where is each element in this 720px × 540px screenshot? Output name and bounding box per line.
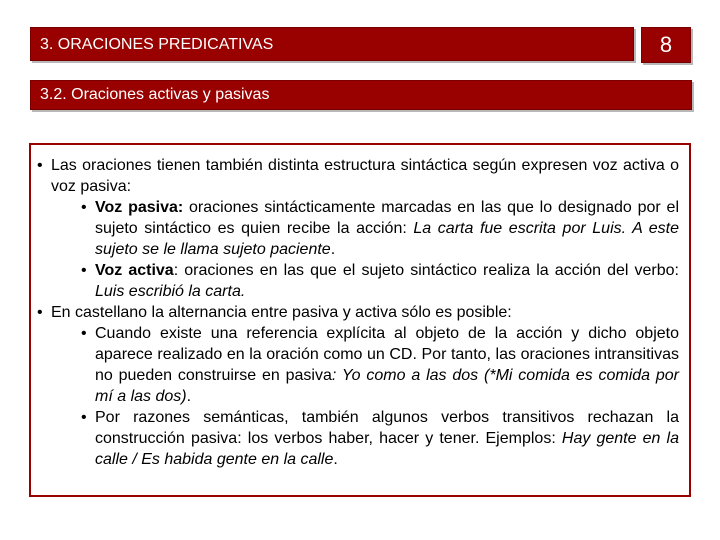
- section-title: 3.2. Oraciones activas y pasivas: [40, 86, 270, 103]
- bullet-icon: •: [37, 157, 43, 174]
- title-bar: [30, 27, 634, 61]
- bullet-icon: •: [81, 199, 87, 216]
- bullet-item-1b: [37, 260, 679, 302]
- term-label: Voz pasiva:: [95, 199, 184, 216]
- page-number: 8: [659, 32, 673, 57]
- bullet-text: Las oraciones tienen también distinta estructura sintáctica según expresen voz activa o voz pasiva:: [51, 157, 679, 195]
- bullet-icon: •: [81, 409, 87, 426]
- example-text: La carta fue escrita por Luis. A este sujeto se le llama sujeto paciente: [95, 220, 680, 258]
- end-punct: .: [333, 451, 338, 468]
- example-text: Luis escribió la carta.: [95, 283, 246, 300]
- subtitle-bar: [30, 80, 692, 110]
- content-box: [29, 143, 691, 497]
- bullet-item-2: [37, 302, 679, 323]
- end-punct: .: [330, 241, 336, 258]
- bullet-text: oraciones sintácticamente marcadas en las que lo designado por el sujeto sintáctico es quien recibe la acción:: [95, 199, 680, 237]
- bullet-icon: •: [81, 325, 87, 342]
- bullet-item-1a: [37, 197, 679, 260]
- term-label: Voz activa: [95, 262, 174, 279]
- bullet-text: Cuando existe una referencia explícita al objeto de la acción y dicho objeto aparece realizado en la oración como un CD. Por tanto, las oraciones intransitivas no pueden construirse en pasiva: [95, 325, 679, 384]
- end-punct: .: [186, 388, 192, 405]
- bullet-icon: •: [37, 304, 43, 321]
- bullet-text: Por razones semánticas, también algunos verbos transitivos rechazan la construcción pasiva: los verbos haber, hacer y tener. Ejemplos:: [95, 409, 679, 447]
- bullet-text: En castellano la alternancia entre pasiva y activa sólo es posible:: [51, 304, 512, 321]
- example-text: : Yo como a las dos (*Mi comida es comida por mí a las dos): [95, 367, 680, 405]
- bullet-item-2a: [37, 323, 679, 407]
- bullet-item-2b: [37, 407, 679, 470]
- bullet-item-1: [37, 155, 679, 197]
- slide-title: 3. ORACIONES PREDICATIVAS: [40, 36, 274, 53]
- example-text: Hay gente en la calle / Es habida gente en la calle: [95, 430, 680, 468]
- bullet-text: : oraciones en las que el sujeto sintáctico realiza la acción del verbo:: [173, 262, 680, 279]
- page-number-box: [641, 27, 691, 63]
- bullet-icon: •: [81, 262, 87, 279]
